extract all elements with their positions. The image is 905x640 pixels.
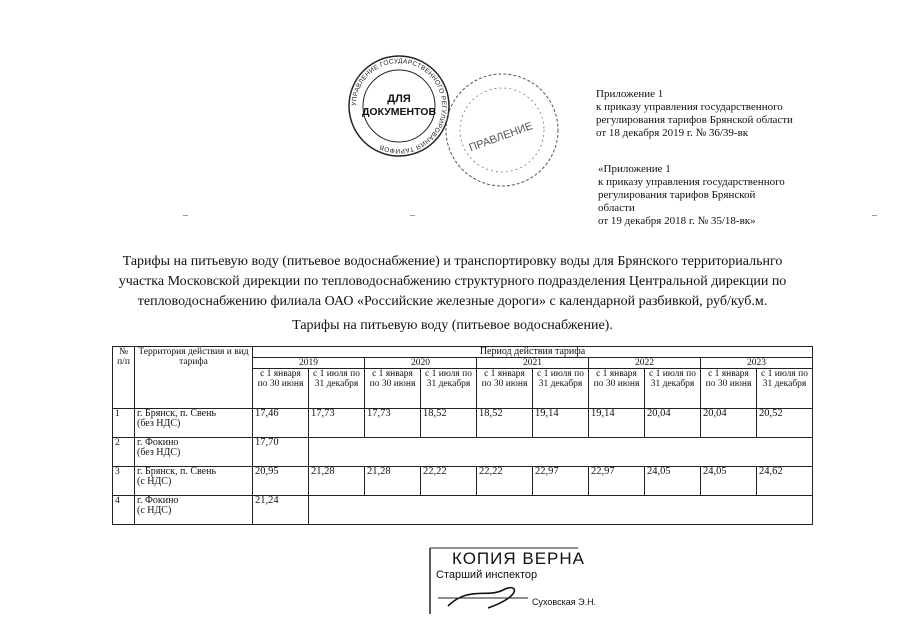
- tariff-type: (с НДС): [137, 505, 172, 516]
- scan-mark: –: [872, 210, 877, 221]
- header-half-first: с 1 января по 30 июня: [477, 369, 533, 409]
- territory-name: г. Фокино: [137, 437, 179, 448]
- faint-stamp: [440, 70, 570, 200]
- appendix-line: области: [598, 202, 635, 214]
- round-stamp: [345, 52, 453, 160]
- appendix-line: от 19 декабря 2018 г. № 35/18-вк»: [598, 215, 756, 227]
- tariff-value: 20,95: [253, 467, 309, 496]
- row-number: 2: [113, 438, 135, 467]
- copy-stamp-role: Старший инспектор: [436, 569, 538, 581]
- table-row: [113, 438, 813, 467]
- copy-stamp-name: Суховская Э.Н.: [532, 597, 597, 607]
- header-half-second: с 1 июля по 31 декабря: [309, 369, 365, 409]
- header-territory: Территория действия и вид тарифа: [135, 347, 253, 409]
- header-half-first: с 1 января по 30 июня: [253, 369, 309, 409]
- title-line: участка Московской дирекции по тепловодоснабжению структурного подразделения Центральной дирекции по: [118, 274, 787, 289]
- header-num: № п/п: [113, 347, 135, 409]
- merged-empty-cell: [309, 438, 813, 467]
- tariff-value: 20,52: [757, 409, 813, 438]
- appendix-line: Приложение 1: [596, 88, 664, 100]
- tariff-value: 21,28: [309, 467, 365, 496]
- row-territory: [135, 496, 253, 525]
- scan-mark: –: [183, 210, 188, 221]
- copy-stamp-title: КОПИЯ ВЕРНА: [452, 549, 586, 568]
- round-stamp-rim: УПРАВЛЕНИЕ ГОСУДАРСТВЕННОГО РЕГУЛИРОВАНИЯ ТАРИФОВ: [350, 57, 448, 155]
- header-half-first: с 1 января по 30 июня: [701, 369, 757, 409]
- round-stamp-line1: ДЛЯ: [387, 93, 411, 105]
- table-row: [113, 409, 813, 438]
- appendix-line: к приказу управления государственного: [598, 176, 785, 188]
- row-number: 3: [113, 467, 135, 496]
- tariff-value: 18,52: [477, 409, 533, 438]
- tariff-value: 17,73: [365, 409, 421, 438]
- appendix-current: [596, 88, 793, 140]
- header-year: 2020: [365, 358, 477, 369]
- header-half-second: с 1 июля по 31 декабря: [645, 369, 701, 409]
- tariff-value: 18,52: [421, 409, 477, 438]
- tariff-type: (без НДС): [137, 418, 181, 429]
- appendix-line: регулирования тарифов Брянской области: [596, 114, 793, 126]
- tariff-table: [112, 346, 813, 525]
- header-year: 2021: [477, 358, 589, 369]
- header-half-second: с 1 июля по 31 декабря: [533, 369, 589, 409]
- appendix-line: от 18 декабря 2019 г. № 36/39-вк: [596, 127, 749, 139]
- faint-stamp-text: ПРАВЛЕНИЕ: [467, 120, 535, 155]
- tariff-value: 17,46: [253, 409, 309, 438]
- appendix-line: «Приложение 1: [598, 163, 671, 175]
- row-number: 4: [113, 496, 135, 525]
- tariff-type: (с НДС): [137, 476, 172, 487]
- tariff-value: 19,14: [533, 409, 589, 438]
- table-row: [113, 467, 813, 496]
- appendix-previous: [598, 163, 785, 228]
- header-year: 2023: [701, 358, 813, 369]
- tariff-value: 24,62: [757, 467, 813, 496]
- tariff-value: 22,22: [477, 467, 533, 496]
- tariff-value: 22,22: [421, 467, 477, 496]
- header-half-first: с 1 января по 30 июня: [589, 369, 645, 409]
- row-territory: [135, 409, 253, 438]
- tariff-type: (без НДС): [137, 447, 181, 458]
- scan-mark: –: [410, 210, 415, 221]
- header-year: 2019: [253, 358, 365, 369]
- tariff-value: 20,04: [701, 409, 757, 438]
- merged-empty-cell: [309, 496, 813, 525]
- tariff-value: 22,97: [533, 467, 589, 496]
- tariff-value: 21,24: [253, 496, 309, 525]
- table-subtitle: Тарифы на питьевую воду (питьевое водоснабжение).: [292, 318, 613, 333]
- tariff-value: 24,05: [645, 467, 701, 496]
- tariff-value: 19,14: [589, 409, 645, 438]
- title-line: тепловодоснабжению филиала ОАО «Российские железные дороги» с календарной разбивкой, руб/куб.м.: [137, 294, 768, 309]
- row-territory: [135, 467, 253, 496]
- header-year: 2022: [589, 358, 701, 369]
- row-number: 1: [113, 409, 135, 438]
- document-title: [0, 252, 905, 312]
- appendix-line: к приказу управления государственного: [596, 101, 783, 113]
- tariff-value: 20,04: [645, 409, 701, 438]
- appendix-line: регулирования тарифов Брянской: [598, 189, 756, 201]
- table-row: [113, 496, 813, 525]
- territory-name: г. Фокино: [137, 495, 179, 506]
- header-half-second: с 1 июля по 31 декабря: [421, 369, 477, 409]
- tariff-value: 17,73: [309, 409, 365, 438]
- tariff-value: 21,28: [365, 467, 421, 496]
- territory-name: г. Брянск, п. Свень: [137, 408, 216, 419]
- row-territory: [135, 438, 253, 467]
- header-period: Период действия тарифа: [253, 347, 813, 358]
- round-stamp-line2: ДОКУМЕНТОВ: [361, 106, 437, 118]
- tariff-value: 17,70: [253, 438, 309, 467]
- tariff-value: 22,97: [589, 467, 645, 496]
- header-half-first: с 1 января по 30 июня: [365, 369, 421, 409]
- title-line: Тарифы на питьевую воду (питьевое водоснабжение) и транспортировку воды для Брянского территориальнго: [122, 254, 783, 269]
- header-half-second: с 1 июля по 31 декабря: [757, 369, 813, 409]
- territory-name: г. Брянск, п. Свень: [137, 466, 216, 477]
- tariff-value: 24,05: [701, 467, 757, 496]
